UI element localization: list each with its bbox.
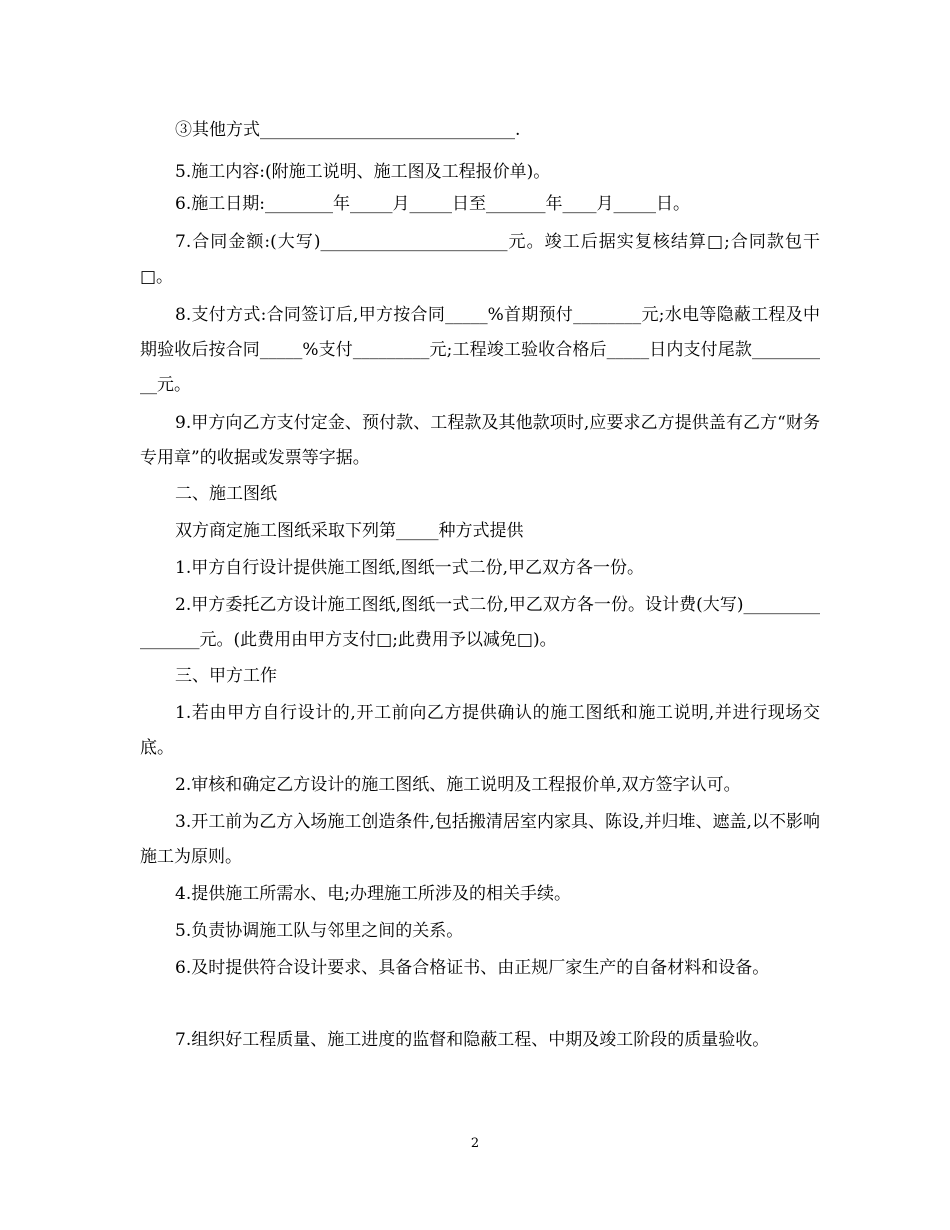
- paragraph-construction-dates: 6.施工日期:________年_____月_____日至_______年____月_____日。: [175, 194, 690, 214]
- paragraph-payment-receipts: 9.甲方向乙方支付定金、预付款、工程款及其他款项时,应要求乙方提供盖有乙方“财务专用章”的收据或发票等字据。: [140, 413, 820, 468]
- paragraph-party-a-item-4: 4.提供施工所需水、电;办理施工所涉及的相关手续。: [175, 884, 571, 904]
- paragraph-party-a-item-3: 3.开工前为乙方入场施工创造条件,包括搬清居室内家具、陈设,并归堆、遮盖,以不影响施工为原则。: [140, 812, 820, 867]
- paragraph-construction-content: 5.施工内容:(附施工说明、施工图及工程报价单)。: [175, 162, 551, 182]
- paragraph-contract-amount: 7.合同金额:(大写)______________________元。竣工后据实复核结算□;合同款包干□。: [140, 232, 820, 287]
- paragraph-drawing-method: 双方商定施工图纸采取下列第_____种方式提供: [175, 521, 524, 541]
- paragraph-other-method: ③其他方式______________________________.: [175, 120, 521, 140]
- paragraph-drawing-option-1: 1.甲方自行设计提供施工图纸,图纸一式二份,甲乙双方各一份。: [175, 558, 645, 578]
- heading-party-a-work: 三、甲方工作: [175, 666, 277, 686]
- paragraph-party-a-item-6: 6.及时提供符合设计要求、具备合格证书、由正规厂家生产的自备材料和设备。: [175, 958, 770, 978]
- paragraph-party-a-item-5: 5.负责协调施工队与邻里之间的关系。: [175, 921, 464, 941]
- paragraph-party-a-item-7: 7.组织好工程质量、施工进度的监督和隐蔽工程、中期及竣工阶段的质量验收。: [175, 1030, 770, 1050]
- paragraph-party-a-item-1: 1.若由甲方自行设计的,开工前向乙方提供确认的施工图纸和施工说明,并进行现场交底。: [140, 703, 820, 758]
- paragraph-drawing-option-2: 2.甲方委托乙方设计施工图纸,图纸一式二份,甲乙双方各一份。设计费(大写)________________元。(此费用由甲方支付□;此费用予以减免□)。: [140, 595, 820, 650]
- paragraph-payment-method: 8.支付方式:合同签订后,甲方按合同_____%首期预付________元;水电等隐蔽工程及中期验收后按合同_____%支付_________元;工程竣工验收合格后_____日内支付尾款__________元。: [140, 305, 820, 395]
- page-number: 2: [470, 1136, 480, 1151]
- paragraph-party-a-item-2: 2.审核和确定乙方设计的施工图纸、施工说明及工程报价单,双方签字认可。: [175, 775, 741, 795]
- heading-construction-drawings: 二、施工图纸: [175, 484, 277, 504]
